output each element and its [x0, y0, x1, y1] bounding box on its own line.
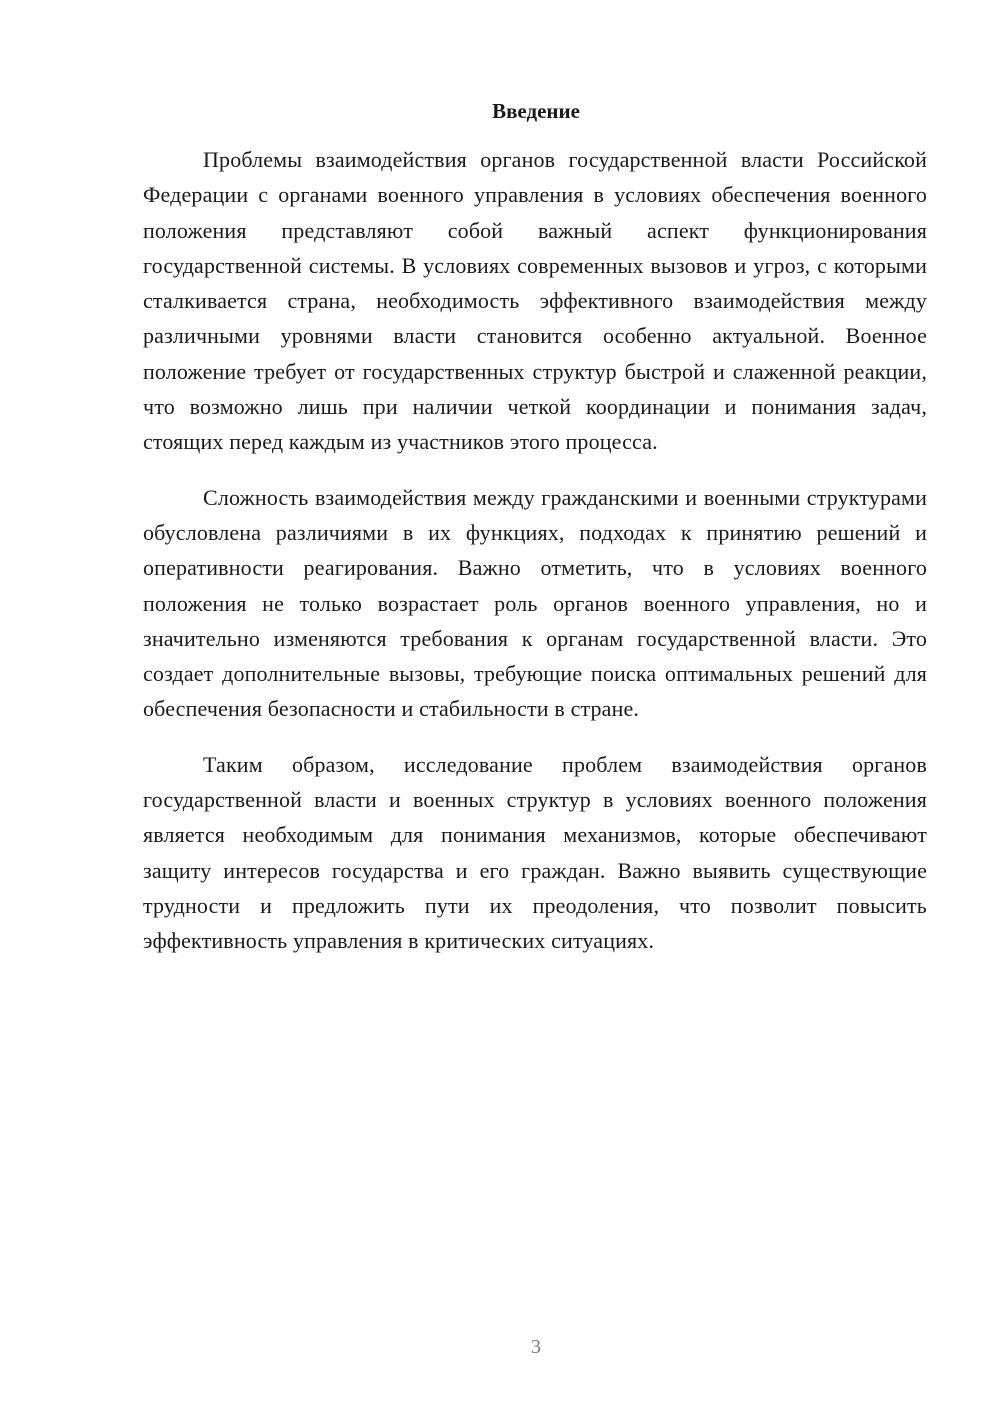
body-text	[143, 142, 927, 979]
paragraph-3: Таким образом, исследование проблем взаимодействия органов государственной власти и военных структур в условиях военного положения является необходимым для понимания механизмов, которые обеспечивают защиту интересов государства и его граждан. Важно выявить существующие трудности и предложить пути их преодоления, что позволит повысить эффективность управления в критических ситуациях.	[143, 751, 927, 954]
section-heading: Введение	[492, 99, 580, 123]
paragraph-2: Сложность взаимодействия между гражданскими и военными структурами обусловлена различиями в их функциях, подходах к принятию решений и оперативности реагирования. Важно отметить, что в условиях военного положения не только возрастает роль органов военного управления, но и значительно изменяются требования к органам государственной власти. Это создает дополнительные вызовы, требующие поиска оптимальных решений для обеспечения безопасности и стабильности в стране.	[143, 484, 927, 722]
page-number: 3	[531, 1336, 541, 1358]
paragraph-1: Проблемы взаимодействия органов государственной власти Российской Федерации с органами военного управления в условиях обеспечения военного положения представляют собой важный аспект функционирования государственной системы. В условиях современных вызовов и угроз, с которыми сталкивается страна, необходимость эффективного взаимодействия между различными уровнями власти становится особенно актуальной. Военное положение требует от государственных структур быстрой и слаженной реакции, что возможно лишь при наличии четкой координации и понимания задач, стоящих перед каждым из участников этого процесса.	[143, 147, 927, 455]
